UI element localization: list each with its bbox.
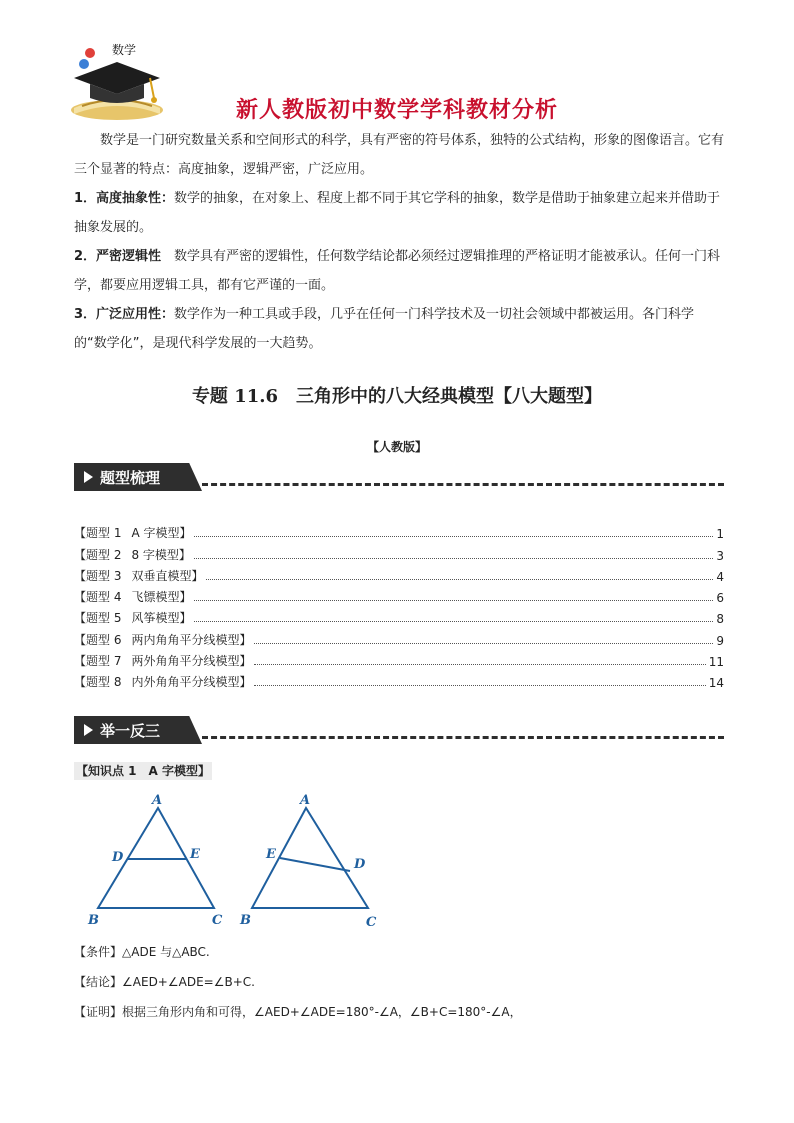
condition-label: 【条件】 xyxy=(74,945,123,959)
toc-item-2[interactable] xyxy=(74,541,724,562)
toc-code: 【题型 6 xyxy=(74,632,122,647)
fig2-label-a: A xyxy=(300,793,311,808)
toc-code: 【题型 7 xyxy=(74,654,122,669)
edition-label: 【人教版】 xyxy=(366,440,427,454)
section-banner-types xyxy=(74,463,724,493)
conclusion-line xyxy=(74,973,724,990)
proof-line xyxy=(74,1003,724,1020)
toc-page: 8 xyxy=(716,612,724,627)
toc-title: 飞镖模型】 xyxy=(131,590,192,605)
toc-title: 双垂直模型】 xyxy=(131,568,204,583)
knowledge-point-title: 【知识点 1 A 字模型】 xyxy=(76,764,210,778)
banner-divider xyxy=(202,736,724,739)
banner-label: 题型梳理 xyxy=(100,469,161,487)
document-title: 新人教版初中数学学科教材分析 xyxy=(235,98,558,123)
toc-leader xyxy=(254,643,713,644)
point-1 xyxy=(74,184,724,242)
toc-title: 两外角角平分线模型】 xyxy=(131,654,252,669)
toc-code: 【题型 8 xyxy=(74,675,122,690)
table-of-contents xyxy=(74,520,724,690)
point-2-text: 数学具有严密的逻辑性，任何数学结论都必须经过逻辑推理的严格证明才能被承认。任何一门科学，都要应用逻辑工具，都有它严谨的一面。 xyxy=(74,249,721,293)
intro-paragraph: 数学是一门研究数量关系和空间形式的科学，具有严密的符号体系，独特的公式结构，形象的图像语言。它有三个显著的特点：高度抽象，逻辑严密，广泛应用。 xyxy=(74,133,725,177)
point-3-label: 3．广泛应用性： xyxy=(74,307,175,322)
toc-code: 【题型 3 xyxy=(74,568,122,583)
fig2-label-c: C xyxy=(366,915,377,930)
toc-item-4[interactable] xyxy=(74,584,724,605)
toc-leader xyxy=(194,536,713,537)
point-1-label: 1．高度抽象性： xyxy=(74,191,175,206)
toc-page: 3 xyxy=(716,548,724,563)
point-3-text: 数学作为一种工具或手段，几乎在任何一门科学技术及一切社会领域中都被运用。各门科学的“数学化”，是现代科学发展的一大趋势。 xyxy=(74,307,695,351)
toc-item-1[interactable] xyxy=(74,520,724,541)
toc-item-7[interactable] xyxy=(74,648,724,669)
toc-leader xyxy=(254,664,705,665)
toc-page: 9 xyxy=(716,633,724,648)
toc-title: 风筝模型】 xyxy=(131,611,192,626)
point-3 xyxy=(74,300,724,358)
banner-label: 举一反三 xyxy=(100,722,161,740)
section-banner-examples xyxy=(74,716,724,746)
toc-page: 6 xyxy=(716,591,724,606)
toc-title: 内外角角平分线模型】 xyxy=(131,675,252,690)
toc-item-6[interactable] xyxy=(74,626,724,647)
proof-text: 根据三角形内角和可得，∠AED+∠ADE=180°-∠A，∠B+C=180°-∠A， xyxy=(122,1005,522,1019)
toc-leader xyxy=(194,621,713,622)
condition-text: △ADE 与△ABC. xyxy=(122,945,210,959)
toc-title: A 字模型】 xyxy=(131,526,192,541)
fig2-label-e: E xyxy=(266,847,276,862)
toc-title: 8 字模型】 xyxy=(131,547,191,562)
fig1-label-e: E xyxy=(190,847,200,862)
conclusion-label: 【结论】 xyxy=(74,975,123,989)
toc-page: 11 xyxy=(708,655,724,670)
toc-item-8[interactable] xyxy=(74,669,724,690)
point-2-label: 2．严密逻辑性 xyxy=(74,249,162,264)
toc-leader xyxy=(194,600,713,601)
toc-leader xyxy=(206,579,713,580)
topic-title: 专题 11.6 三角形中的八大经典模型【八大题型】 xyxy=(191,386,603,407)
toc-page: 4 xyxy=(716,569,724,584)
toc-code: 【题型 5 xyxy=(74,611,122,626)
toc-leader xyxy=(254,685,705,686)
fig2-label-b: B xyxy=(240,913,251,928)
toc-code: 【题型 1 xyxy=(74,526,122,541)
fig1-label-c: C xyxy=(212,913,223,928)
banner-divider xyxy=(202,483,724,486)
point-1-text: 数学的抽象，在对象上、程度上都不同于其它学科的抽象，数学是借助于抽象建立起来并借助于抽象发展的。 xyxy=(74,191,721,235)
play-triangle-icon xyxy=(84,724,93,736)
play-triangle-icon xyxy=(84,471,93,483)
logo-text: 数学 xyxy=(112,43,137,57)
conclusion-text: ∠AED+∠ADE=∠B+C. xyxy=(122,975,255,989)
toc-leader xyxy=(194,558,713,559)
point-2 xyxy=(74,242,724,300)
toc-page: 14 xyxy=(708,676,724,691)
toc-item-3[interactable] xyxy=(74,563,724,584)
condition-line xyxy=(74,943,724,960)
fig2-label-d: D xyxy=(354,857,366,872)
a-model-figures xyxy=(74,788,394,933)
fig1-label-b: B xyxy=(88,913,99,928)
toc-page: 1 xyxy=(716,527,724,542)
fig1-label-d: D xyxy=(112,850,124,865)
toc-code: 【题型 4 xyxy=(74,590,122,605)
toc-item-5[interactable] xyxy=(74,605,724,626)
toc-title: 两内角角平分线模型】 xyxy=(131,632,252,647)
proof-label: 【证明】 xyxy=(74,1005,123,1019)
fig1-label-a: A xyxy=(152,793,163,808)
toc-code: 【题型 2 xyxy=(74,547,122,562)
